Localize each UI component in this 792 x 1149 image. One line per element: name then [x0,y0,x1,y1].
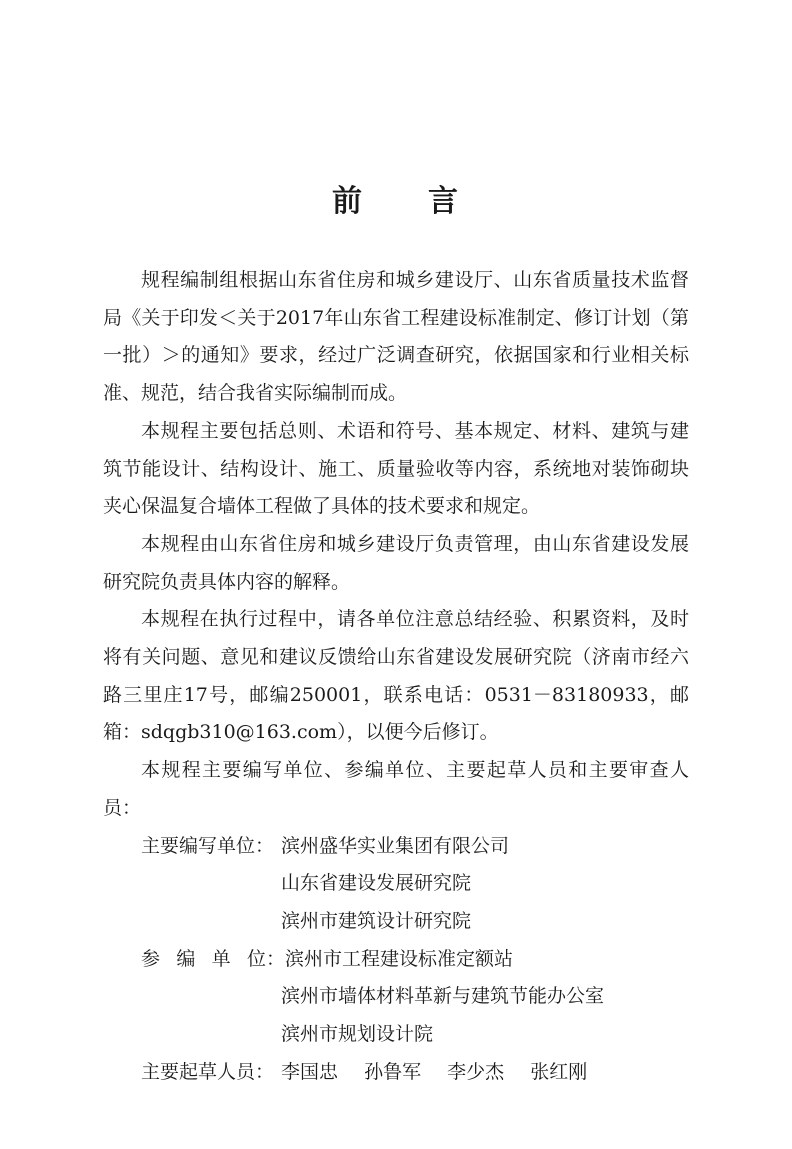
drafter-name: 李少杰 [447,1060,505,1083]
chief-unit-row [103,865,689,903]
page-title [0,178,792,226]
title-char-1: 前 [332,184,364,219]
drafters-label: 主要起草人员： [141,1060,275,1083]
chief-unit-row [103,828,689,866]
paragraph-5: 本规程主要编写单位、参编单位、主要起草人员和主要审查人员： [103,759,689,819]
drafters-names [281,1054,607,1092]
participating-unit-1: 滨州市工程建设标准定额站 [285,947,514,970]
drafter-name: 张红刚 [530,1060,588,1083]
participating-unit-2: 滨州市墙体材料革新与建筑节能办公室 [281,985,605,1008]
participating-unit-row [103,1016,689,1054]
chief-unit-row [103,903,689,941]
chief-unit-1: 滨州盛华实业集团有限公司 [281,834,510,857]
participating-unit-3: 滨州市规划设计院 [281,1022,434,1045]
chief-units-label: 主要编写单位： [141,834,275,857]
chief-unit-2: 山东省建设发展研究院 [281,872,472,895]
participating-unit-row [103,978,689,1016]
paragraph-3: 本规程由山东省住房和城乡建设厅负责管理，由山东省建设发展研究院负责具体内容的解释。 [103,532,689,593]
chief-unit-3: 滨州市建筑设计研究院 [281,909,472,932]
participating-unit-row [103,941,689,979]
paragraph-2: 本规程主要包括总则、术语和符号、基本规定、材料、建筑与建筑节能设计、结构设计、施工、质量验收等内容，系统地对装饰砌块夹心保温复合墙体工程做了具体的技术要求和规定。 [103,419,689,518]
participating-units-colon: ： [266,947,286,970]
paragraph-4: 本规程在执行过程中，请各单位注意总结经验、积累资料，及时将有关问题、意见和建议反馈给山东省建设发展研究院（济南市经六路三里庄17号，邮编250001，联系电话：0531－83180933，邮箱：sdqgb310@163.com），以便今后修订。 [103,608,689,744]
drafter-name: 李国忠 [281,1060,339,1083]
paragraph-1: 规程编制组根据山东省住房和城乡建设厅、山东省质量技术监督局《关于印发＜关于2017年山东省工程建设标准制定、修订计划（第一批）＞的通知》要求，经过广泛调查研究，依据国家和行业相关标准、规范，结合我省实际编制而成。 [103,269,689,405]
drafter-name: 孙鲁军 [364,1060,422,1083]
title-char-2: 言 [428,184,460,219]
preface-body [103,262,689,1091]
participating-units-label: 参编单位 [141,947,266,970]
drafters-row [103,1054,689,1092]
